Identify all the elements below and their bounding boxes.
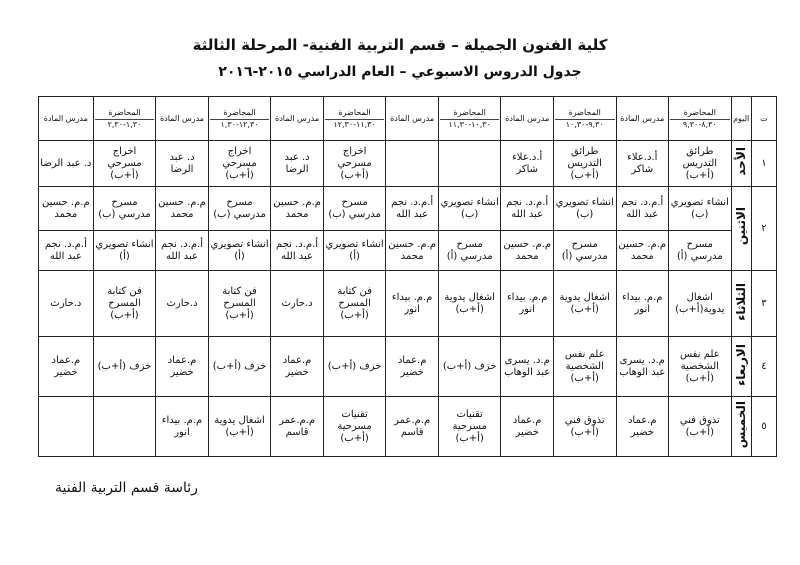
teacher-cell: م.م. بيداء انور [501,271,553,337]
teacher-cell: أ.م.د. نجم عبد الله [156,231,208,271]
day-cell [731,187,751,271]
subject-cell: تقنيات مسرحية (أ+ب) [323,397,386,457]
row-number: ٤ [751,337,776,397]
page-title: كلية الفنون الجميلة – قسم التربية الفنية- المرحلة الثالثة [192,36,608,54]
subject-cell: علم نفس الشخصية (أ+ب) [669,337,732,397]
header-lecture-4 [323,97,386,141]
subject-cell [438,141,501,187]
teacher-cell: م.م. حسين محمد [386,231,438,271]
row-number: ٥ [751,397,776,457]
teacher-cell: أ.د.علاء شاكر [616,141,668,187]
subject-cell: انشاء تصويري (أ) [93,231,156,271]
day-row [39,187,777,231]
subject-cell: مسرح مدرسي (ب) [93,187,156,231]
day-label: الاربعاء [734,343,749,386]
lecture-time: ١٢,٣٠-١,٣٠ [220,120,259,129]
header-teacher-5: مدرس المادة [156,97,208,141]
teacher-cell: م.عماد خضير [386,337,438,397]
teacher-cell: م.د. يسرى عبد الوهاب [616,337,668,397]
subject-cell: مسرح مدرسي (ب) [208,187,271,231]
day-label: الأحد [734,147,749,176]
day-cell [731,397,751,457]
lecture-label: المحاضرة [670,108,730,120]
header-teacher-1: مدرس المادة [616,97,668,141]
day-row [39,337,777,397]
teacher-cell [386,141,438,187]
teacher-cell: م.م. حسين محمد [501,231,553,271]
teacher-cell: م.م. حسين محمد [271,187,323,231]
row-number: ١ [751,141,776,187]
subject-cell: مسرح مدرسي (أ) [438,231,501,271]
day-label: الاثنين [734,207,749,246]
subject-cell: خزف (أ+ب) [323,337,386,397]
teacher-cell: م.م. حسين محمد [616,231,668,271]
teacher-cell: أ.م.د. نجم عبد الله [271,231,323,271]
teacher-cell: م.عماد خضير [39,337,94,397]
teacher-cell: أ.م.د. نجم عبد الله [39,231,94,271]
teacher-cell: م.م.عمر قاسم [271,397,323,457]
subject-cell: طرائق التدريس (أ+ب) [669,141,732,187]
teacher-cell: م.عماد خضير [501,397,553,457]
weekly-schedule-table [38,96,777,457]
subject-cell: انشاء تصويري (ب) [438,187,501,231]
subject-cell: تذوق فني (أ+ب) [553,397,616,457]
subject-cell: اشغال يدوية (أ+ب) [208,397,271,457]
day-row [39,231,777,271]
lecture-label: المحاضرة [555,108,615,120]
header-teacher-6: مدرس المادة [39,97,94,141]
subject-cell: مسرح مدرسي (ب) [323,187,386,231]
day-label: الخميس [734,400,749,449]
lecture-label: المحاضرة [325,108,385,120]
teacher-cell: أ.د.علاء شاكر [501,141,553,187]
day-row [39,397,777,457]
row-number: ٢ [751,187,776,271]
header-lecture-5 [208,97,271,141]
teacher-cell: م.م. حسين محمد [39,187,94,231]
subject-cell: فن كتابة المسرح (أ+ب) [93,271,156,337]
teacher-cell [39,397,94,457]
teacher-cell: د.حارث [271,271,323,337]
header-teacher-2: مدرس المادة [501,97,553,141]
lecture-time: ١٠,٣٠-١١,٣٠ [448,120,491,129]
subject-cell: مسرح مدرسي (أ) [553,231,616,271]
subject-cell: اشغال يدوية(أ+ب) [669,271,732,337]
subject-cell: اشغال يدوية (أ+ب) [553,271,616,337]
subject-cell: تذوق فني (أ+ب) [669,397,732,457]
lecture-time: ١,٣٠-٢,٣٠ [107,120,142,129]
header-teacher-3: مدرس المادة [386,97,438,141]
lecture-time: ١١,٣٠-١٢,٣٠ [333,120,376,129]
row-number: ٣ [751,271,776,337]
day-row [39,141,777,187]
subject-cell: علم نفس الشخصية (أ+ب) [553,337,616,397]
header-row [39,97,777,141]
subject-cell: طرائق التدريس (أ+ب) [553,141,616,187]
teacher-cell: أ.م.د. نجم عبد الله [616,187,668,231]
subject-cell: انشاء تصويري (ب) [553,187,616,231]
teacher-cell: م.م. بيداء انور [156,397,208,457]
teacher-cell: م.م. بيداء انور [616,271,668,337]
subject-cell: انشاء تصويري (أ) [208,231,271,271]
teacher-cell: د. عبد الرضا [156,141,208,187]
header-teacher-4: مدرس المادة [271,97,323,141]
subject-cell: خزف (أ+ب) [93,337,156,397]
subject-cell: اخراج مسرحي (أ+ب) [208,141,271,187]
lecture-label: المحاضرة [95,108,155,120]
teacher-cell: م.د. يسرى عبد الوهاب [501,337,553,397]
subject-cell: مسرح مدرسي (أ) [669,231,732,271]
lecture-time: ٨,٣٠-٩,٣٠ [682,120,717,129]
day-cell [731,337,751,397]
teacher-cell: د. عبد الرضا [39,141,94,187]
teacher-cell: م.م. حسين محمد [156,187,208,231]
teacher-cell: د. عبد الرضا [271,141,323,187]
subject-cell: انشاء تصويري (ب) [669,187,732,231]
teacher-cell: م.عماد خضير [616,397,668,457]
teacher-cell: م.عماد خضير [271,337,323,397]
footer-signature: رئاسة قسم التربية الفنية [55,480,198,496]
subject-cell: اخراج مسرحي (أ+ب) [323,141,386,187]
day-label: الثلاثاء [734,282,749,321]
teacher-cell: م.م.عمر قاسم [386,397,438,457]
teacher-cell: م.عماد خضير [156,337,208,397]
header-lecture-3 [438,97,501,141]
day-row [39,271,777,337]
header-lecture-2 [553,97,616,141]
header-day: اليوم [731,97,751,141]
subject-cell: اخراج مسرحي (أ+ب) [93,141,156,187]
subject-cell: فن كتابة المسرح (أ+ب) [208,271,271,337]
subject-cell [93,397,156,457]
lecture-time: ٩,٣٠-١٠,٣٠ [565,120,604,129]
lecture-label: المحاضرة [440,108,500,120]
lecture-label: المحاضرة [210,108,270,120]
teacher-cell: د.حارث [39,271,94,337]
subject-cell: انشاء تصويري (أ) [323,231,386,271]
header-lecture-1 [669,97,732,141]
subject-cell: فن كتابة المسرح (أ+ب) [323,271,386,337]
header-lecture-6 [93,97,156,141]
subject-cell: خزف (أ+ب) [208,337,271,397]
schedule-subtitle: جدول الدروس الاسبوعي – العام الدراسي ٢٠١٥-٢٠١٦ [218,64,582,80]
header-num: ت [751,97,776,141]
teacher-cell: م.م. بيداء انور [386,271,438,337]
subject-cell: خزف (أ+ب) [438,337,501,397]
day-cell [731,141,751,187]
subject-cell: اشغال يدوية (أ+ب) [438,271,501,337]
teacher-cell: أ.م.د. نجم عبد الله [386,187,438,231]
day-cell [731,271,751,337]
subject-cell: تقنيات مسرحية (أ+ب) [438,397,501,457]
teacher-cell: أ.م.د. نجم عبد الله [501,187,553,231]
teacher-cell: د.حارث [156,271,208,337]
